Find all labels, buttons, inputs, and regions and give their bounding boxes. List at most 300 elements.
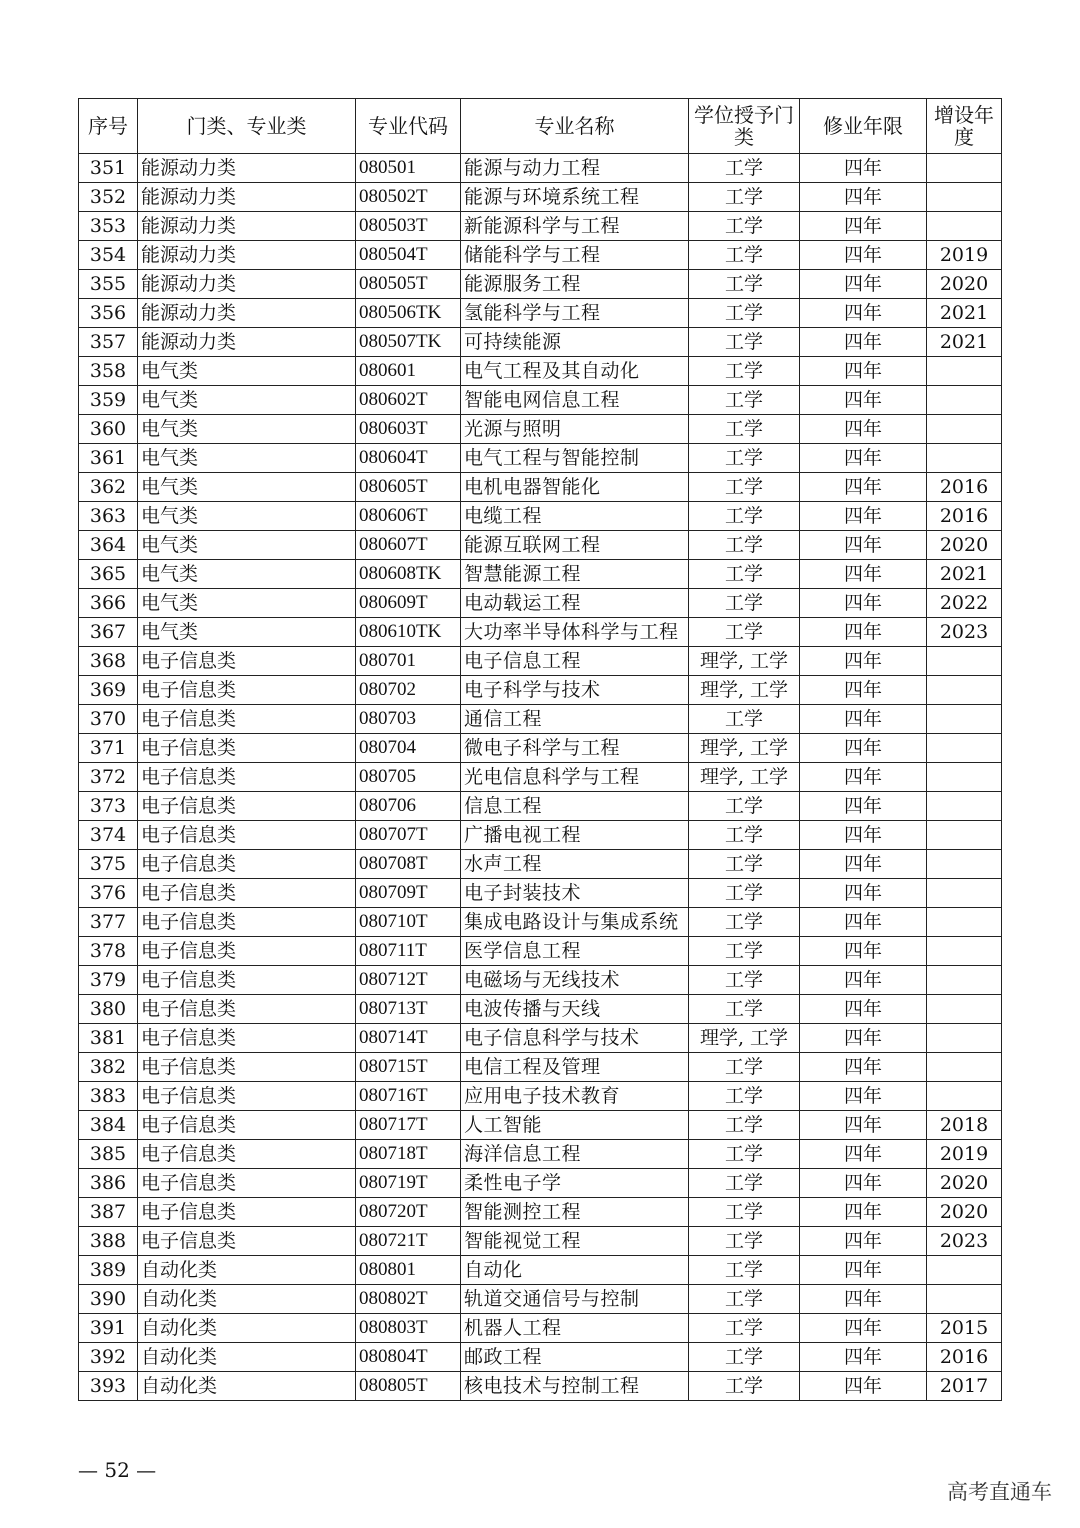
cell-name: 应用电子技术教育 xyxy=(461,1082,689,1111)
cell-category: 自动化类 xyxy=(138,1343,356,1372)
cell-added: 2023 xyxy=(927,1227,1002,1256)
cell-code: 080801 xyxy=(356,1256,461,1285)
table-row xyxy=(79,792,1002,821)
cell-years: 四年 xyxy=(800,241,927,270)
cell-code: 080717T xyxy=(356,1111,461,1140)
cell-years: 四年 xyxy=(800,1372,927,1401)
cell-seq: 371 xyxy=(79,734,138,763)
cell-added xyxy=(927,792,1002,821)
cell-years: 四年 xyxy=(800,531,927,560)
cell-years: 四年 xyxy=(800,1169,927,1198)
cell-code: 080506TK xyxy=(356,299,461,328)
cell-degree: 工学 xyxy=(689,1198,800,1227)
cell-degree: 工学 xyxy=(689,183,800,212)
cell-years: 四年 xyxy=(800,1314,927,1343)
cell-code: 080804T xyxy=(356,1343,461,1372)
header-row xyxy=(79,99,1002,154)
cell-years: 四年 xyxy=(800,879,927,908)
cell-seq: 370 xyxy=(79,705,138,734)
table-row xyxy=(79,1314,1002,1343)
cell-name: 电信工程及管理 xyxy=(461,1053,689,1082)
cell-seq: 354 xyxy=(79,241,138,270)
cell-degree: 工学 xyxy=(689,502,800,531)
cell-name: 能源服务工程 xyxy=(461,270,689,299)
cell-seq: 381 xyxy=(79,1024,138,1053)
table-row xyxy=(79,502,1002,531)
cell-category: 电子信息类 xyxy=(138,879,356,908)
cell-degree: 工学 xyxy=(689,792,800,821)
table-row xyxy=(79,1140,1002,1169)
table-row xyxy=(79,618,1002,647)
cell-name: 电磁场与无线技术 xyxy=(461,966,689,995)
cell-degree: 工学 xyxy=(689,1227,800,1256)
cell-category: 电子信息类 xyxy=(138,995,356,1024)
cell-code: 080507TK xyxy=(356,328,461,357)
cell-category: 能源动力类 xyxy=(138,241,356,270)
cell-category: 电气类 xyxy=(138,386,356,415)
cell-added xyxy=(927,154,1002,183)
cell-code: 080702 xyxy=(356,676,461,705)
cell-code: 080606T xyxy=(356,502,461,531)
cell-category: 电气类 xyxy=(138,502,356,531)
cell-added xyxy=(927,357,1002,386)
cell-seq: 352 xyxy=(79,183,138,212)
table-row xyxy=(79,937,1002,966)
cell-name: 通信工程 xyxy=(461,705,689,734)
cell-years: 四年 xyxy=(800,908,927,937)
cell-name: 人工智能 xyxy=(461,1111,689,1140)
cell-added: 2021 xyxy=(927,328,1002,357)
table-row xyxy=(79,1227,1002,1256)
cell-added: 2019 xyxy=(927,1140,1002,1169)
cell-seq: 379 xyxy=(79,966,138,995)
cell-seq: 391 xyxy=(79,1314,138,1343)
cell-added xyxy=(927,966,1002,995)
header-category: 门类、专业类 xyxy=(138,99,356,154)
table-row xyxy=(79,1024,1002,1053)
cell-name: 智慧能源工程 xyxy=(461,560,689,589)
cell-category: 电气类 xyxy=(138,618,356,647)
cell-degree: 工学 xyxy=(689,1111,800,1140)
cell-added: 2022 xyxy=(927,589,1002,618)
cell-category: 能源动力类 xyxy=(138,270,356,299)
cell-seq: 367 xyxy=(79,618,138,647)
cell-category: 电子信息类 xyxy=(138,1024,356,1053)
cell-code: 080502T xyxy=(356,183,461,212)
cell-seq: 382 xyxy=(79,1053,138,1082)
cell-name: 集成电路设计与集成系统 xyxy=(461,908,689,937)
cell-name: 电子信息工程 xyxy=(461,647,689,676)
cell-degree: 工学 xyxy=(689,328,800,357)
table-row xyxy=(79,821,1002,850)
cell-added xyxy=(927,821,1002,850)
cell-degree: 工学 xyxy=(689,995,800,1024)
cell-code: 080805T xyxy=(356,1372,461,1401)
cell-category: 自动化类 xyxy=(138,1314,356,1343)
cell-seq: 360 xyxy=(79,415,138,444)
cell-code: 080714T xyxy=(356,1024,461,1053)
cell-name: 大功率半导体科学与工程 xyxy=(461,618,689,647)
cell-degree: 工学 xyxy=(689,270,800,299)
cell-name: 微电子科学与工程 xyxy=(461,734,689,763)
cell-name: 储能科学与工程 xyxy=(461,241,689,270)
cell-years: 四年 xyxy=(800,763,927,792)
table-row xyxy=(79,415,1002,444)
cell-years: 四年 xyxy=(800,618,927,647)
cell-code: 080711T xyxy=(356,937,461,966)
cell-years: 四年 xyxy=(800,560,927,589)
table-row xyxy=(79,1343,1002,1372)
cell-added xyxy=(927,995,1002,1024)
cell-name: 电缆工程 xyxy=(461,502,689,531)
cell-category: 能源动力类 xyxy=(138,154,356,183)
cell-name: 核电技术与控制工程 xyxy=(461,1372,689,1401)
table-row xyxy=(79,241,1002,270)
cell-years: 四年 xyxy=(800,995,927,1024)
cell-years: 四年 xyxy=(800,966,927,995)
table-row xyxy=(79,589,1002,618)
cell-name: 氢能科学与工程 xyxy=(461,299,689,328)
cell-added: 2018 xyxy=(927,1111,1002,1140)
cell-category: 电子信息类 xyxy=(138,734,356,763)
table-row xyxy=(79,531,1002,560)
cell-added: 2020 xyxy=(927,1198,1002,1227)
majors-table xyxy=(78,98,1002,1401)
cell-code: 080719T xyxy=(356,1169,461,1198)
table-row xyxy=(79,705,1002,734)
cell-seq: 357 xyxy=(79,328,138,357)
cell-added xyxy=(927,1053,1002,1082)
cell-years: 四年 xyxy=(800,183,927,212)
cell-name: 电动载运工程 xyxy=(461,589,689,618)
cell-seq: 355 xyxy=(79,270,138,299)
cell-degree: 工学 xyxy=(689,444,800,473)
cell-category: 电子信息类 xyxy=(138,1140,356,1169)
cell-code: 080709T xyxy=(356,879,461,908)
cell-name: 电子封装技术 xyxy=(461,879,689,908)
table-body xyxy=(79,154,1002,1401)
table-row xyxy=(79,1053,1002,1082)
cell-category: 电子信息类 xyxy=(138,676,356,705)
cell-degree: 工学 xyxy=(689,821,800,850)
cell-name: 轨道交通信号与控制 xyxy=(461,1285,689,1314)
cell-years: 四年 xyxy=(800,154,927,183)
cell-name: 医学信息工程 xyxy=(461,937,689,966)
watermark: 高考直通车 xyxy=(947,1480,1052,1504)
cell-degree: 工学 xyxy=(689,966,800,995)
cell-seq: 383 xyxy=(79,1082,138,1111)
cell-code: 080708T xyxy=(356,850,461,879)
cell-category: 电子信息类 xyxy=(138,647,356,676)
table-row xyxy=(79,560,1002,589)
cell-seq: 387 xyxy=(79,1198,138,1227)
cell-code: 080803T xyxy=(356,1314,461,1343)
cell-degree: 工学 xyxy=(689,1053,800,1082)
cell-code: 080710T xyxy=(356,908,461,937)
cell-added xyxy=(927,444,1002,473)
cell-code: 080505T xyxy=(356,270,461,299)
cell-code: 080802T xyxy=(356,1285,461,1314)
cell-code: 080503T xyxy=(356,212,461,241)
cell-years: 四年 xyxy=(800,589,927,618)
cell-added xyxy=(927,705,1002,734)
cell-added: 2020 xyxy=(927,531,1002,560)
cell-added xyxy=(927,734,1002,763)
cell-name: 光源与照明 xyxy=(461,415,689,444)
cell-added: 2020 xyxy=(927,1169,1002,1198)
cell-years: 四年 xyxy=(800,299,927,328)
table-row xyxy=(79,995,1002,1024)
cell-name: 光电信息科学与工程 xyxy=(461,763,689,792)
cell-added xyxy=(927,908,1002,937)
cell-category: 电子信息类 xyxy=(138,1227,356,1256)
table-row xyxy=(79,908,1002,937)
table-row xyxy=(79,1372,1002,1401)
cell-seq: 377 xyxy=(79,908,138,937)
table-row xyxy=(79,270,1002,299)
table-row xyxy=(79,763,1002,792)
cell-seq: 366 xyxy=(79,589,138,618)
table-row xyxy=(79,1285,1002,1314)
cell-code: 080721T xyxy=(356,1227,461,1256)
cell-seq: 385 xyxy=(79,1140,138,1169)
cell-seq: 388 xyxy=(79,1227,138,1256)
cell-degree: 工学 xyxy=(689,908,800,937)
cell-code: 080607T xyxy=(356,531,461,560)
cell-category: 自动化类 xyxy=(138,1256,356,1285)
cell-category: 电子信息类 xyxy=(138,1111,356,1140)
cell-name: 能源互联网工程 xyxy=(461,531,689,560)
cell-years: 四年 xyxy=(800,270,927,299)
table-row xyxy=(79,1169,1002,1198)
cell-code: 080712T xyxy=(356,966,461,995)
cell-name: 自动化 xyxy=(461,1256,689,1285)
table-row xyxy=(79,154,1002,183)
cell-added xyxy=(927,763,1002,792)
cell-seq: 358 xyxy=(79,357,138,386)
table-row xyxy=(79,647,1002,676)
table-row xyxy=(79,1111,1002,1140)
cell-added: 2019 xyxy=(927,241,1002,270)
cell-added: 2016 xyxy=(927,502,1002,531)
cell-code: 080707T xyxy=(356,821,461,850)
cell-category: 能源动力类 xyxy=(138,299,356,328)
cell-added: 2023 xyxy=(927,618,1002,647)
cell-years: 四年 xyxy=(800,1053,927,1082)
cell-seq: 390 xyxy=(79,1285,138,1314)
cell-seq: 368 xyxy=(79,647,138,676)
cell-code: 080501 xyxy=(356,154,461,183)
cell-code: 080720T xyxy=(356,1198,461,1227)
cell-degree: 理学, 工学 xyxy=(689,647,800,676)
cell-code: 080603T xyxy=(356,415,461,444)
cell-years: 四年 xyxy=(800,792,927,821)
cell-code: 080701 xyxy=(356,647,461,676)
cell-seq: 359 xyxy=(79,386,138,415)
cell-category: 电子信息类 xyxy=(138,908,356,937)
cell-degree: 工学 xyxy=(689,1372,800,1401)
cell-category: 电气类 xyxy=(138,415,356,444)
cell-years: 四年 xyxy=(800,1082,927,1111)
cell-name: 信息工程 xyxy=(461,792,689,821)
cell-added xyxy=(927,879,1002,908)
cell-name: 能源与环境系统工程 xyxy=(461,183,689,212)
cell-category: 电子信息类 xyxy=(138,821,356,850)
cell-code: 080601 xyxy=(356,357,461,386)
cell-years: 四年 xyxy=(800,1198,927,1227)
table-row xyxy=(79,299,1002,328)
cell-name: 柔性电子学 xyxy=(461,1169,689,1198)
cell-degree: 工学 xyxy=(689,879,800,908)
cell-category: 电子信息类 xyxy=(138,937,356,966)
header-code: 专业代码 xyxy=(356,99,461,154)
cell-name: 智能视觉工程 xyxy=(461,1227,689,1256)
cell-code: 080716T xyxy=(356,1082,461,1111)
cell-seq: 351 xyxy=(79,154,138,183)
cell-added xyxy=(927,183,1002,212)
cell-category: 电气类 xyxy=(138,560,356,589)
cell-seq: 380 xyxy=(79,995,138,1024)
table-row xyxy=(79,850,1002,879)
cell-seq: 369 xyxy=(79,676,138,705)
cell-degree: 工学 xyxy=(689,1314,800,1343)
cell-years: 四年 xyxy=(800,1024,927,1053)
cell-category: 电子信息类 xyxy=(138,792,356,821)
cell-category: 能源动力类 xyxy=(138,328,356,357)
cell-code: 080610TK xyxy=(356,618,461,647)
cell-years: 四年 xyxy=(800,1140,927,1169)
cell-category: 电子信息类 xyxy=(138,763,356,792)
header-added: 增设年度 xyxy=(927,99,1002,154)
cell-name: 电气工程及其自动化 xyxy=(461,357,689,386)
cell-added xyxy=(927,1285,1002,1314)
cell-added: 2016 xyxy=(927,1343,1002,1372)
cell-years: 四年 xyxy=(800,357,927,386)
cell-degree: 工学 xyxy=(689,415,800,444)
cell-seq: 378 xyxy=(79,937,138,966)
cell-degree: 理学, 工学 xyxy=(689,763,800,792)
cell-category: 电子信息类 xyxy=(138,1082,356,1111)
cell-years: 四年 xyxy=(800,502,927,531)
cell-degree: 理学, 工学 xyxy=(689,1024,800,1053)
table-row xyxy=(79,212,1002,241)
page-number: — 52 — xyxy=(78,1458,157,1482)
cell-category: 电子信息类 xyxy=(138,1053,356,1082)
cell-added xyxy=(927,1256,1002,1285)
cell-category: 电气类 xyxy=(138,357,356,386)
cell-years: 四年 xyxy=(800,473,927,502)
cell-name: 可持续能源 xyxy=(461,328,689,357)
cell-category: 电子信息类 xyxy=(138,1198,356,1227)
cell-added: 2021 xyxy=(927,299,1002,328)
cell-degree: 工学 xyxy=(689,386,800,415)
cell-years: 四年 xyxy=(800,647,927,676)
cell-name: 智能电网信息工程 xyxy=(461,386,689,415)
cell-degree: 工学 xyxy=(689,1169,800,1198)
cell-degree: 工学 xyxy=(689,299,800,328)
cell-category: 电子信息类 xyxy=(138,1169,356,1198)
cell-name: 电机电器智能化 xyxy=(461,473,689,502)
cell-seq: 374 xyxy=(79,821,138,850)
cell-years: 四年 xyxy=(800,386,927,415)
cell-degree: 工学 xyxy=(689,705,800,734)
header-degree: 学位授予门类 xyxy=(689,99,800,154)
header-years: 修业年限 xyxy=(800,99,927,154)
cell-seq: 375 xyxy=(79,850,138,879)
cell-seq: 362 xyxy=(79,473,138,502)
cell-degree: 工学 xyxy=(689,154,800,183)
cell-seq: 393 xyxy=(79,1372,138,1401)
cell-degree: 工学 xyxy=(689,1256,800,1285)
table-row xyxy=(79,444,1002,473)
cell-name: 智能测控工程 xyxy=(461,1198,689,1227)
cell-seq: 356 xyxy=(79,299,138,328)
cell-added: 2015 xyxy=(927,1314,1002,1343)
cell-years: 四年 xyxy=(800,1343,927,1372)
cell-seq: 376 xyxy=(79,879,138,908)
cell-seq: 392 xyxy=(79,1343,138,1372)
table-row xyxy=(79,1198,1002,1227)
cell-category: 电子信息类 xyxy=(138,705,356,734)
cell-category: 电气类 xyxy=(138,589,356,618)
cell-name: 广播电视工程 xyxy=(461,821,689,850)
cell-years: 四年 xyxy=(800,821,927,850)
cell-code: 080604T xyxy=(356,444,461,473)
cell-degree: 工学 xyxy=(689,1343,800,1372)
cell-category: 电气类 xyxy=(138,444,356,473)
cell-category: 电子信息类 xyxy=(138,850,356,879)
cell-code: 080705 xyxy=(356,763,461,792)
cell-added xyxy=(927,937,1002,966)
cell-years: 四年 xyxy=(800,850,927,879)
cell-degree: 工学 xyxy=(689,212,800,241)
cell-seq: 363 xyxy=(79,502,138,531)
cell-code: 080715T xyxy=(356,1053,461,1082)
cell-years: 四年 xyxy=(800,212,927,241)
cell-years: 四年 xyxy=(800,705,927,734)
cell-years: 四年 xyxy=(800,1227,927,1256)
cell-seq: 384 xyxy=(79,1111,138,1140)
table-row xyxy=(79,328,1002,357)
cell-code: 080605T xyxy=(356,473,461,502)
cell-code: 080609T xyxy=(356,589,461,618)
cell-degree: 工学 xyxy=(689,1285,800,1314)
cell-added: 2017 xyxy=(927,1372,1002,1401)
cell-degree: 工学 xyxy=(689,850,800,879)
cell-name: 机器人工程 xyxy=(461,1314,689,1343)
cell-category: 电气类 xyxy=(138,473,356,502)
cell-code: 080718T xyxy=(356,1140,461,1169)
cell-years: 四年 xyxy=(800,1285,927,1314)
cell-added xyxy=(927,676,1002,705)
cell-years: 四年 xyxy=(800,1111,927,1140)
table-row xyxy=(79,734,1002,763)
cell-years: 四年 xyxy=(800,734,927,763)
cell-category: 能源动力类 xyxy=(138,183,356,212)
cell-degree: 工学 xyxy=(689,473,800,502)
cell-name: 能源与动力工程 xyxy=(461,154,689,183)
cell-code: 080608TK xyxy=(356,560,461,589)
cell-added xyxy=(927,386,1002,415)
cell-name: 电子信息科学与技术 xyxy=(461,1024,689,1053)
cell-name: 邮政工程 xyxy=(461,1343,689,1372)
cell-degree: 工学 xyxy=(689,618,800,647)
cell-added: 2021 xyxy=(927,560,1002,589)
table-row xyxy=(79,1082,1002,1111)
table-row xyxy=(79,473,1002,502)
cell-added: 2016 xyxy=(927,473,1002,502)
table-row xyxy=(79,966,1002,995)
